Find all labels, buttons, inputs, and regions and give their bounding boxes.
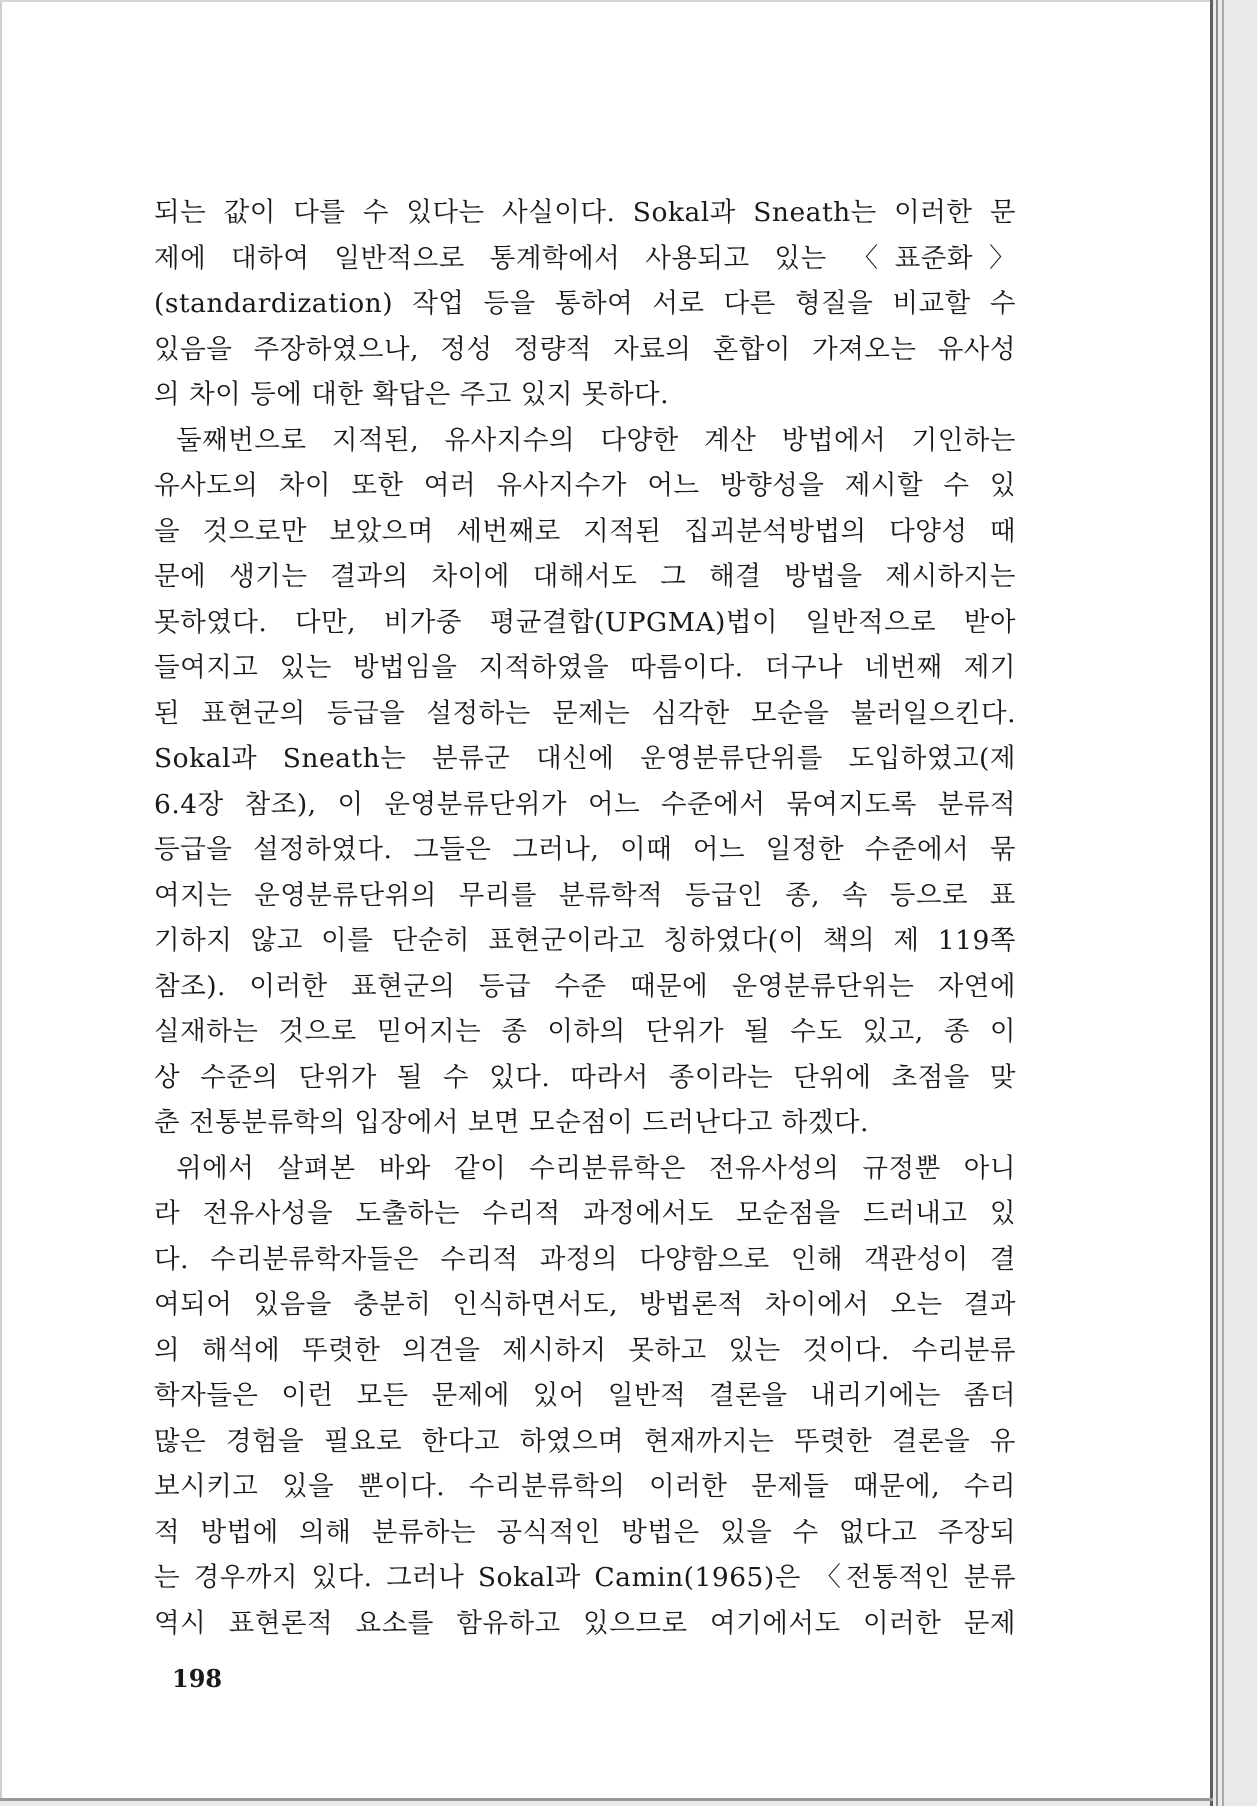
page-bottom-edge xyxy=(0,1798,1213,1801)
text-line: 못하였다. 다만, 비가중 평균결합(UPGMA)법이 일반적으로 받아 xyxy=(154,606,1016,638)
page-edge-shadow xyxy=(1222,0,1224,1806)
text-line: 제에 대하여 일반적으로 통계학에서 사용되고 있는 〈표준화〉 xyxy=(154,242,1016,274)
text-line: 되는 값이 다를 수 있다는 사실이다. Sokal과 Sneath는 이러한 문 xyxy=(154,197,1016,228)
text-line: 기하지 않고 이를 단순히 표현군이라고 칭하였다(이 책의 제 119쪽 xyxy=(154,925,1016,956)
page-number: 198 xyxy=(172,1664,223,1693)
text-line: (standardization) 작업 등을 통하여 서로 다른 형질을 비교할 수 xyxy=(154,288,1016,319)
body-text xyxy=(154,190,1016,1646)
page-edge-shadow xyxy=(1216,0,1218,1806)
text-line: 여되어 있음을 충분히 인식하면서도, 방법론적 차이에서 오는 결과 xyxy=(154,1289,1016,1320)
text-line: 여지는 운영분류단위의 무리를 분류학적 등급인 종, 속 등으로 표 xyxy=(154,879,1016,911)
text-line: 참조). 이러한 표현군의 등급 수준 때문에 운영분류단위는 자연에 xyxy=(154,970,1016,1002)
text-line: 많은 경험을 필요로 한다고 하였으며 현재까지는 뚜렷한 결론을 유 xyxy=(154,1425,1016,1457)
text-line: 유사도의 차이 또한 여러 유사지수가 어느 방향성을 제시할 수 있 xyxy=(154,470,1016,501)
text-line: 다. 수리분류학자들은 수리적 과정의 다양함으로 인해 객관성이 결 xyxy=(154,1243,1016,1275)
text-line: Sokal과 Sneath는 분류군 대신에 운영분류단위를 도입하였고(제 xyxy=(154,743,1016,774)
text-line: 는 경우까지 있다. 그러나 Sokal과 Camin(1965)은 〈전통적인 분류 xyxy=(154,1562,1016,1593)
text-line: 보시키고 있을 뿐이다. 수리분류학의 이러한 문제들 때문에, 수리 xyxy=(154,1471,1016,1502)
text-line: 적 방법에 의해 분류하는 공식적인 방법은 있을 수 없다고 주장되 xyxy=(154,1516,1016,1548)
text-line: 의 해석에 뚜렷한 의견을 제시하지 못하고 있는 것이다. 수리분류 xyxy=(154,1334,1016,1366)
text-line: 된 표현군의 등급을 설정하는 문제는 심각한 모순을 불러일으킨다. xyxy=(154,697,1016,729)
text-line: 을 것으로만 보았으며 세번째로 지적된 집괴분석방법의 다양성 때 xyxy=(154,515,1016,547)
text-line: 상 수준의 단위가 될 수 있다. 따라서 종이라는 단위에 초점을 맞 xyxy=(154,1061,1016,1093)
text-line: 등급을 설정하였다. 그들은 그러나, 이때 어느 일정한 수준에서 묶 xyxy=(154,834,1016,865)
page-edge-shadow xyxy=(1210,0,1213,1806)
text-line: 춘 전통분류학의 입장에서 보면 모순점이 드러난다고 하겠다. xyxy=(154,1107,869,1138)
text-line: 의 차이 등에 대한 확답은 주고 있지 못하다. xyxy=(154,379,670,410)
text-line: 라 전유사성을 도출하는 수리적 과정에서도 모순점을 드러내고 있 xyxy=(154,1198,1016,1229)
text-line: 문에 생기는 결과의 차이에 대해서도 그 해결 방법을 제시하지는 xyxy=(154,561,1016,592)
text-line: 역시 표현론적 요소를 함유하고 있으므로 여기에서도 이러한 문제 xyxy=(154,1607,1016,1639)
text-line: 학자들은 이런 모든 문제에 있어 일반적 결론을 내리기에는 좀더 xyxy=(154,1380,1016,1411)
text-line: 들여지고 있는 방법임을 지적하였을 따름이다. 더구나 네번째 제기 xyxy=(154,652,1016,683)
text-line: 실재하는 것으로 믿어지는 종 이하의 단위가 될 수도 있고, 종 이 xyxy=(154,1016,1016,1047)
text-line: 6.4장 참조), 이 운영분류단위가 어느 수준에서 묶여지도록 분류적 xyxy=(154,788,1016,820)
text-line: 둘째번으로 지적된, 유사지수의 다양한 계산 방법에서 기인하는 xyxy=(176,424,1016,456)
text-line: 있음을 주장하였으나, 정성 정량적 자료의 혼합이 가져오는 유사성 xyxy=(154,333,1016,365)
text-line: 위에서 살펴본 바와 같이 수리분류학은 전유사성의 규정뿐 아니 xyxy=(176,1152,1016,1184)
